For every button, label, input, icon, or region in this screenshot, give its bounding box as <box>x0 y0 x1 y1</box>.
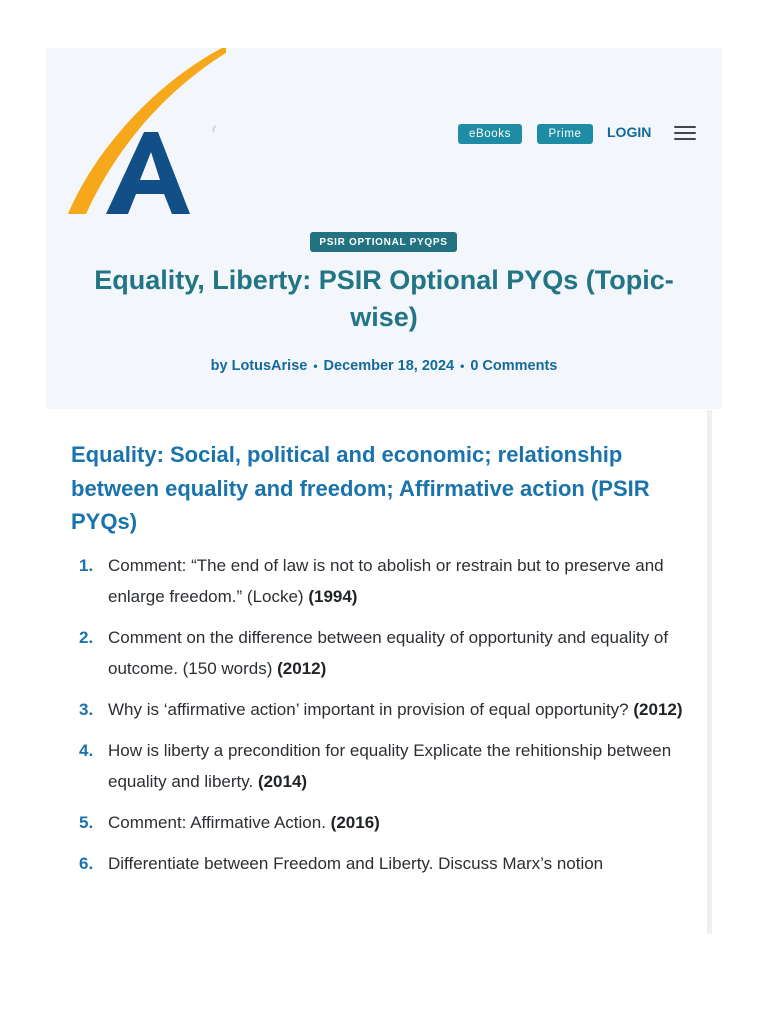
prime-button[interactable]: Prime <box>537 124 593 144</box>
question-year: (2012) <box>277 659 327 678</box>
post-date-link[interactable]: December 18, 2024 <box>323 358 455 374</box>
question-year: (2012) <box>633 700 683 719</box>
question-text: Why is ‘affirmative action’ important in provision of equal opportunity? <box>108 700 634 719</box>
lotusarise-logo-icon[interactable] <box>66 48 226 216</box>
comments-link[interactable]: 0 Comments <box>470 358 558 374</box>
top-nav <box>458 123 722 145</box>
list-number: 5. <box>79 813 94 832</box>
question-text: Differentiate between Freedom and Liberty. Discuss Marx’s notion <box>108 854 604 873</box>
list-number: 3. <box>79 700 94 719</box>
question-text: Comment: Affirmative Action. <box>108 813 331 832</box>
question-text: Comment: “The end of law is not to abolish or restrain but to preserve and enlarge freedom.” (Locke) <box>108 556 664 606</box>
question-year: (2014) <box>257 772 308 791</box>
question-text: How is liberty a precondition for equality Explicate the rehitionship between equality and liberty. <box>108 741 672 791</box>
page-title: Equality, Liberty: PSIR Optional PYQs (Topic-wise) <box>94 265 674 332</box>
author-link[interactable]: by LotusArise <box>210 358 308 374</box>
question-list <box>71 550 693 889</box>
post-header <box>46 48 722 409</box>
list-item <box>71 735 693 797</box>
login-link[interactable]: LOGIN <box>607 124 652 140</box>
question-year: (2016) <box>330 813 380 832</box>
list-item <box>71 622 693 684</box>
meta-separator: • <box>460 359 465 373</box>
list-item <box>71 550 693 612</box>
list-item <box>71 694 693 725</box>
category-badge[interactable]: PSIR OPTIONAL PYQPS <box>310 232 457 252</box>
list-number: 4. <box>79 741 94 760</box>
meta-separator: • <box>313 359 318 373</box>
question-text: Comment on the difference between equality of opportunity and equality of outcome. (150 words) <box>108 628 669 678</box>
hamburger-menu-icon[interactable] <box>674 125 696 141</box>
article-content <box>58 410 712 934</box>
question-year: (1994) <box>308 587 358 606</box>
list-item <box>71 848 693 879</box>
section-heading: Equality: Social, political and economic; relationship between equality and freedom; Affirmative action (PSIR PYQs) <box>71 442 650 534</box>
list-number: 1. <box>79 556 94 575</box>
list-number: 6. <box>79 854 94 873</box>
post-meta <box>46 358 722 374</box>
ebooks-button[interactable]: eBooks <box>458 124 522 144</box>
list-number: 2. <box>79 628 94 647</box>
list-item <box>71 807 693 838</box>
